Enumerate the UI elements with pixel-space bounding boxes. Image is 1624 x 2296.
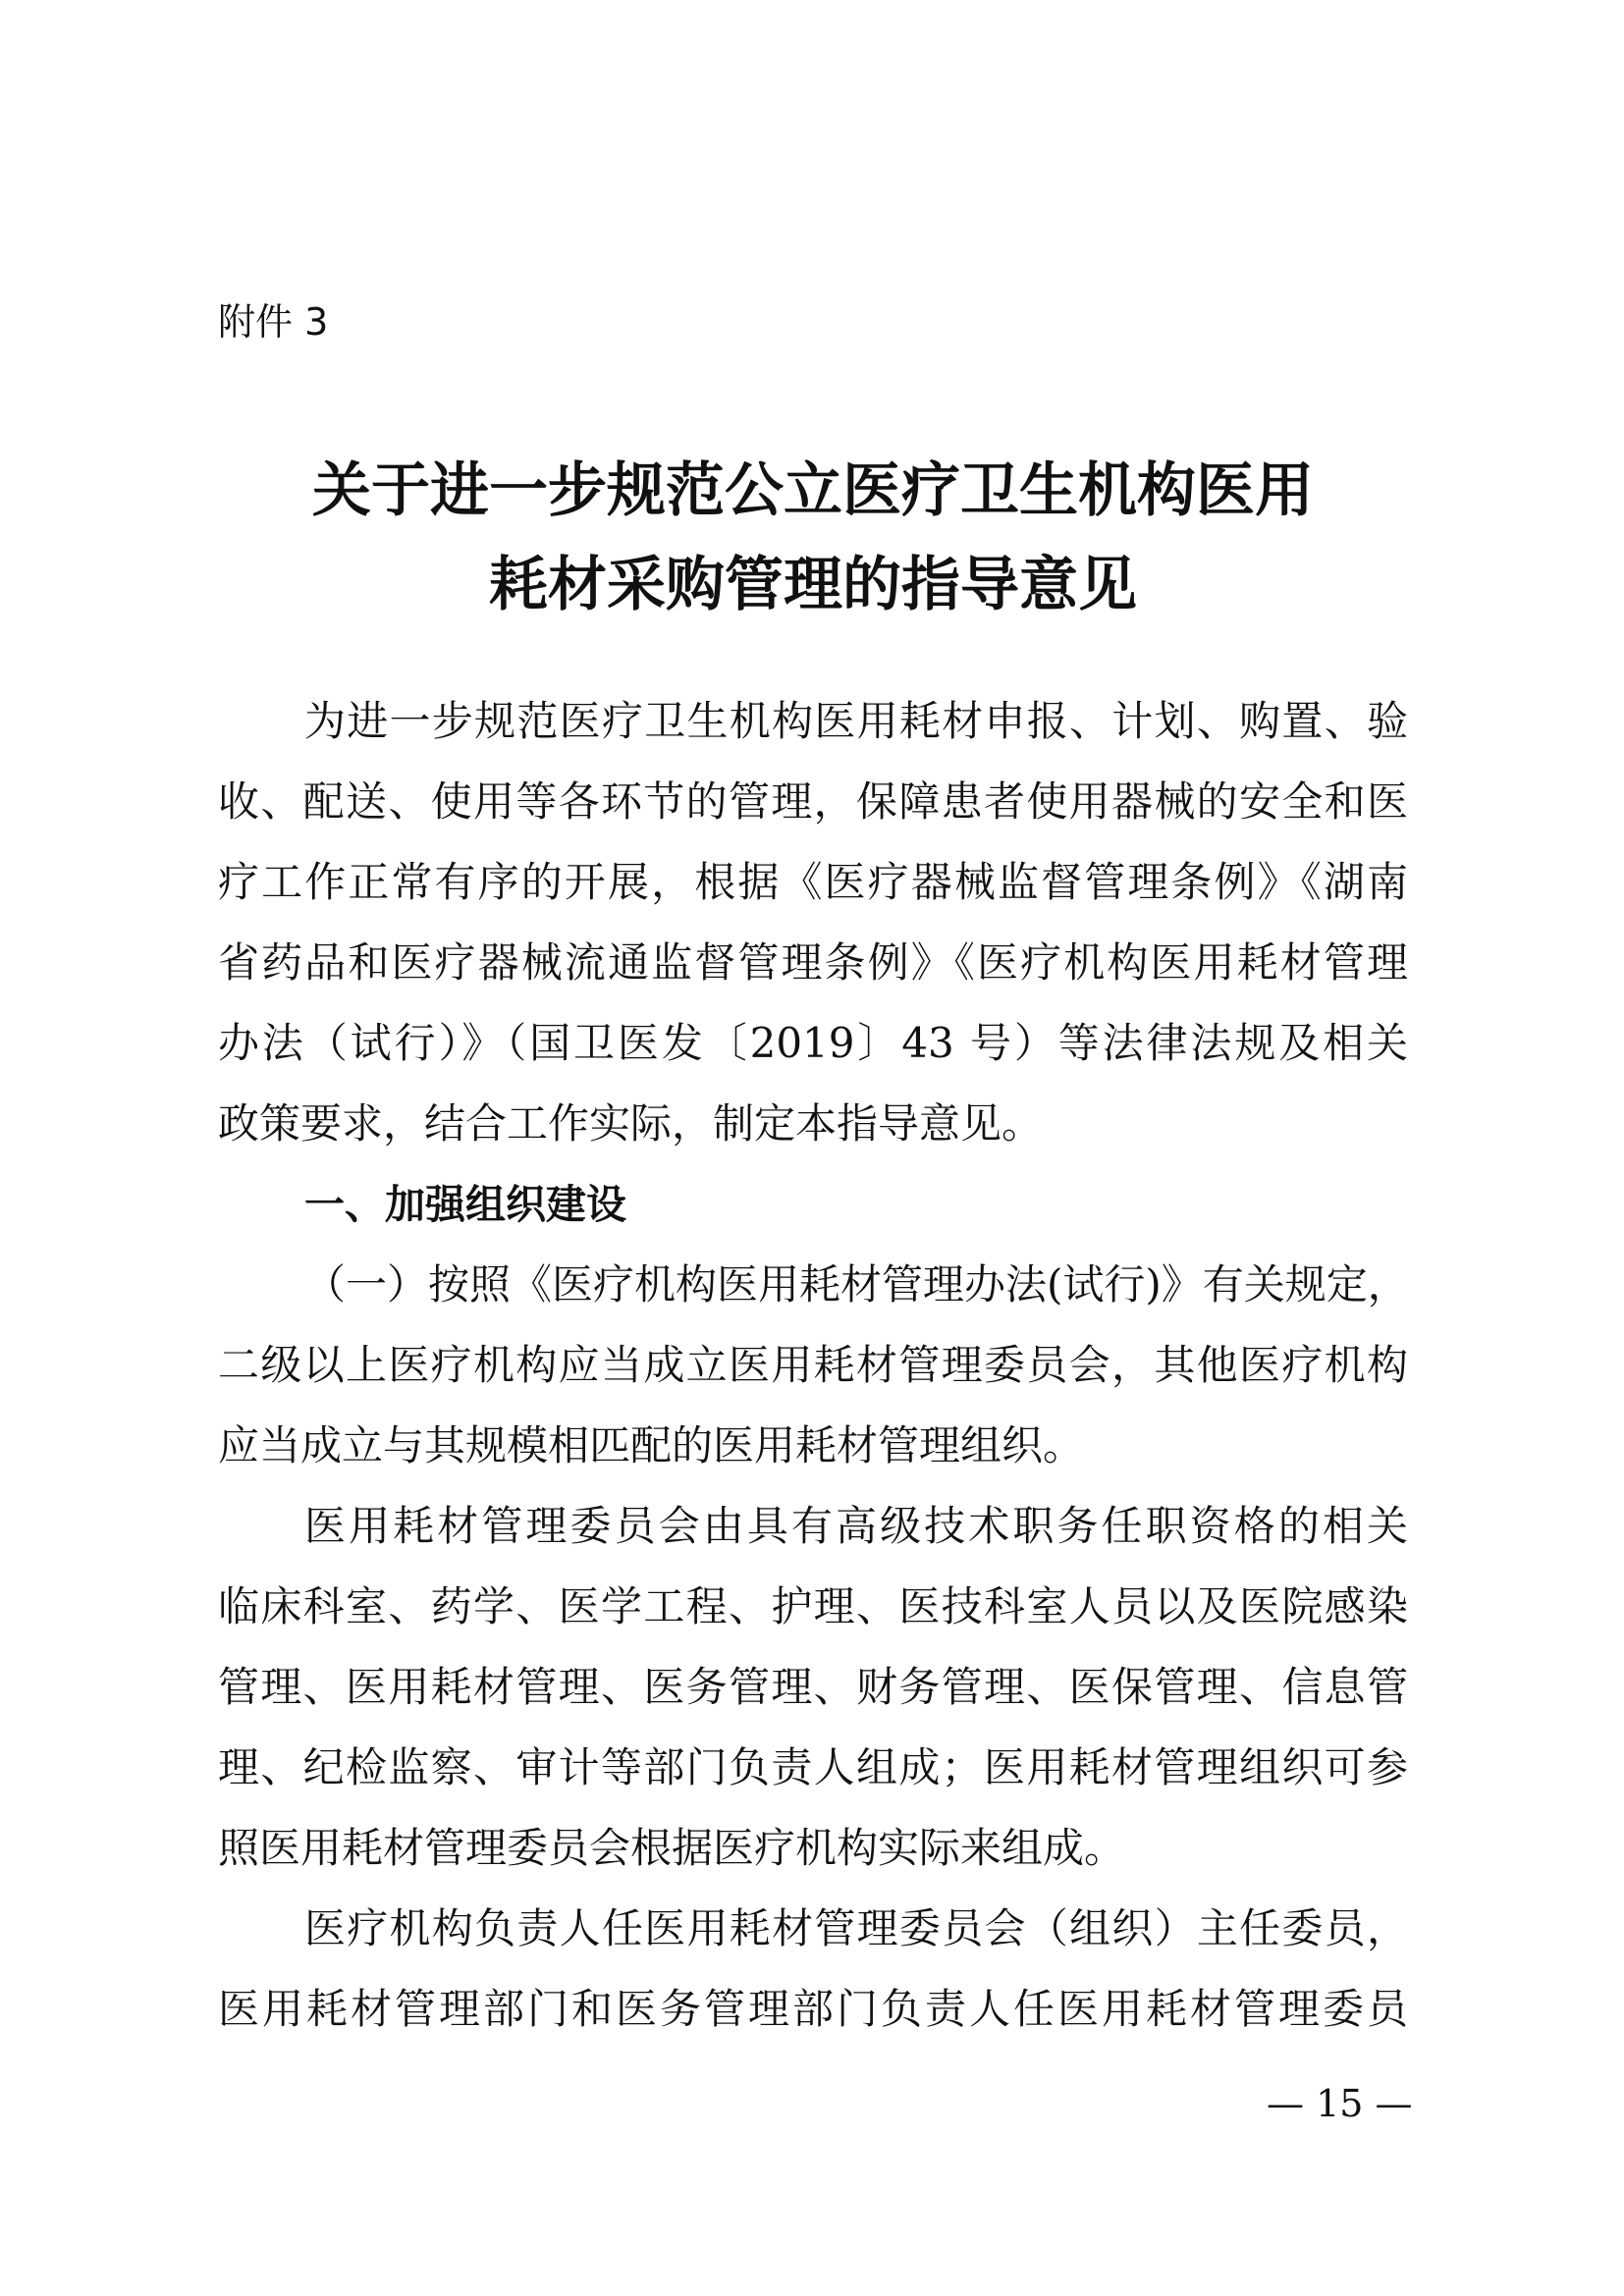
paragraph-line: 管理、医用耗材管理、医务管理、财务管理、医保管理、信息管 (218, 1663, 1408, 1711)
paragraph-line: 收、配送、使用等各环节的管理，保障患者使用器械的安全和医 (218, 777, 1408, 826)
paragraph-line: 疗工作正常有序的开展，根据《医疗器械监督管理条例》《湖南 (218, 858, 1408, 906)
paragraph-line: 政策要求，结合工作实际，制定本指导意见。 (218, 1099, 1044, 1148)
paragraph-line: 临床科室、药学、医学工程、护理、医技科室人员以及医院感染 (218, 1582, 1408, 1630)
paragraph-line: 为进一步规范医疗卫生机构医用耗材申报、计划、购置、验 (304, 697, 1408, 745)
paragraph-line: 应当成立与其规模相匹配的医用耗材管理组织。 (218, 1421, 1085, 1469)
paragraph-line: 办法（试行）》（国卫医发〔2019〕43 号）等法律法规及相关 (218, 1019, 1408, 1067)
paragraph-line: （一）按照《医疗机构医用耗材管理办法(试行)》有关规定， (304, 1260, 1409, 1308)
paragraph-line: 医疗机构负责人任医用耗材管理委员会（组织）主任委员， (304, 1904, 1408, 1952)
paragraph-line: 医用耗材管理部门和医务管理部门负责人任医用耗材管理委员 (218, 1985, 1408, 2033)
paragraph-line: 二级以上医疗机构应当成立医用耗材管理委员会，其他医疗机构 (218, 1341, 1408, 1389)
title-line: 关于进一步规范公立医疗卫生机构医用 (312, 456, 1314, 525)
document-title (218, 444, 1408, 632)
paragraph-line: 照医用耗材管理委员会根据医疗机构实际来组成。 (218, 1824, 1126, 1872)
title-line: 耗材采购管理的指导意见 (489, 551, 1137, 619)
paragraph-line: 省药品和医疗器械流通监督管理条例》《医疗机构医用耗材管理 (218, 938, 1408, 987)
section-heading: 一、加强组织建设 (304, 1181, 626, 1228)
paragraph-line: 医用耗材管理委员会由具有高级技术职务任职资格的相关 (304, 1502, 1408, 1550)
page-number: — 15 — (1267, 2082, 1413, 2125)
paragraph-line: 理、纪检监察、审计等部门负责人组成；医用耗材管理组织可参 (218, 1743, 1408, 1791)
attachment-label: 附件 3 (218, 300, 329, 344)
